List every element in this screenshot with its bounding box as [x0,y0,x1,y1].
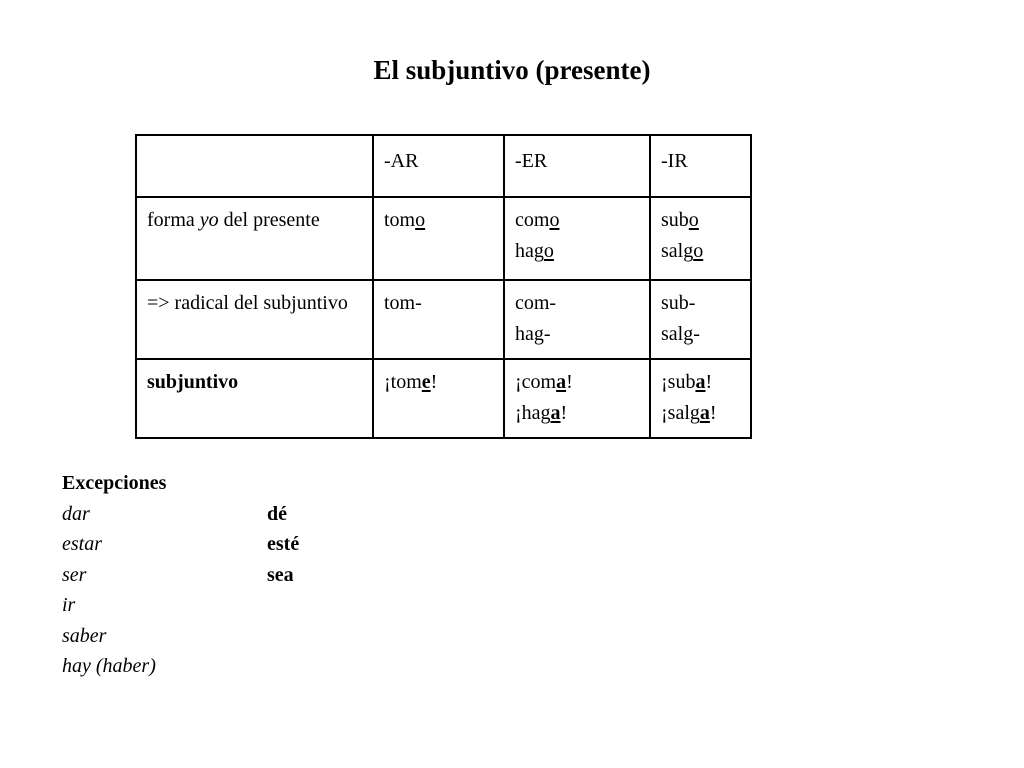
subj-suba: ¡suba! [661,371,713,393]
cell-yo-ir [650,197,751,280]
row-label-yo-form: forma yo del presente [136,197,373,280]
table-row-subjuntivo [136,359,751,438]
exception-form: sea [267,563,294,586]
form-como: como [515,209,560,231]
radical-sub: sub- [661,292,696,314]
exception-row [62,499,287,530]
table-header-row [136,135,751,197]
cell-yo-ar [373,197,504,280]
header-cell-empty [136,135,373,197]
form-hago: hago [515,240,554,262]
exception-row [62,621,166,652]
exception-verb: estar [62,533,102,555]
exception-form: esté [267,533,300,555]
exception-row [62,529,300,560]
form-subo: subo [661,209,699,231]
exception-verb: dar [62,502,90,525]
conjugation-table [135,134,752,439]
page-title: El subjuntivo (presente) [373,55,651,85]
cell-radical-er [504,280,650,359]
exception-form: dé [267,502,287,525]
exception-row [62,560,294,591]
exceptions-section [62,468,300,682]
header-cell-ar: -AR [373,135,504,197]
exception-verb: ser [62,563,87,586]
exception-verb: saber [62,624,107,647]
subj-haga: ¡haga! [515,402,568,424]
exception-verb: ir [62,594,76,616]
cell-subj-er [504,359,650,438]
header-cell-er: -ER [504,135,650,197]
row-label-subjuntivo: subjuntivo [136,359,373,438]
radical-tom: tom- [384,292,422,314]
radical-salg: salg- [661,323,700,345]
row-label-radical: => radical del subjuntivo [136,280,373,359]
cell-subj-ar [373,359,504,438]
cell-subj-ir [650,359,751,438]
table-row-yo-form [136,197,751,280]
cell-radical-ar [373,280,504,359]
subj-tome: ¡tome! [384,371,438,393]
radical-hag: hag- [515,323,551,345]
form-salgo: salgo [661,240,704,262]
exception-row [62,651,166,682]
cell-radical-ir [650,280,751,359]
exceptions-heading: Excepciones [62,472,167,494]
cell-yo-er [504,197,650,280]
header-cell-ir: -IR [650,135,751,197]
exception-verb: hay (haber) [62,655,156,677]
subj-salga: ¡salga! [661,402,717,424]
table-row-radical [136,280,751,359]
radical-com: com- [515,292,557,314]
form-tomo: tomo [384,209,426,231]
exception-row [62,590,166,621]
subj-coma: ¡coma! [515,371,573,393]
